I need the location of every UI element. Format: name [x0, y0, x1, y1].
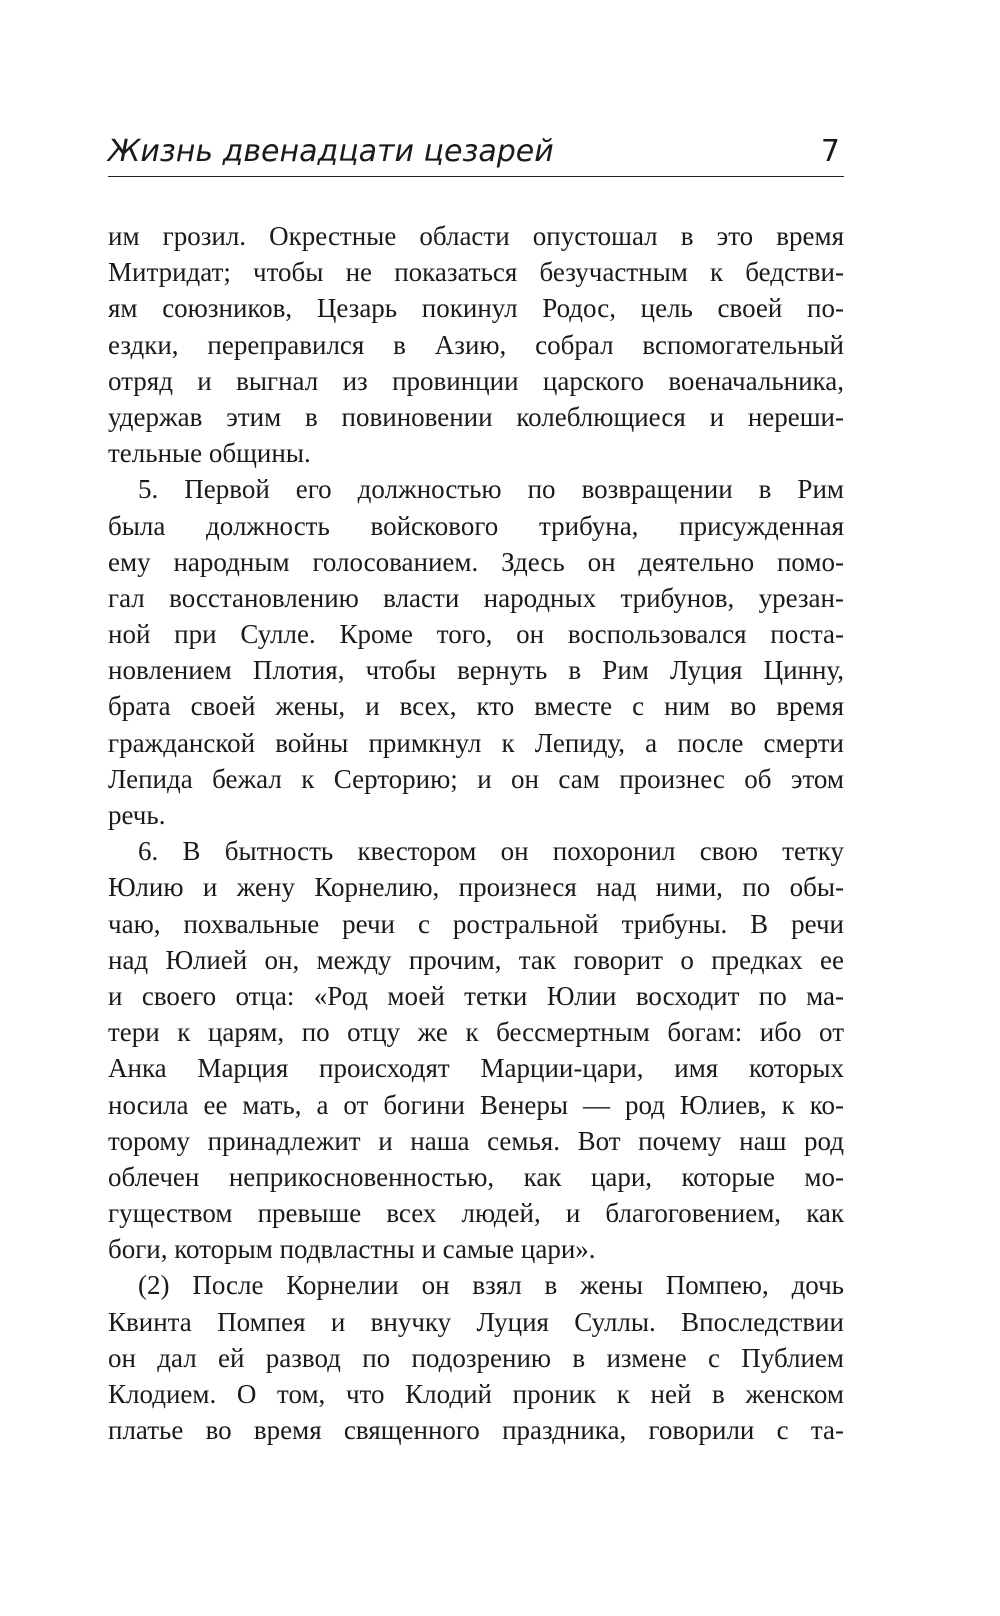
text-line: им грозил. Окрестные области опустошал в это время — [108, 221, 844, 251]
text-line: Юлию и жену Корнелию, произнеся над ними, по обы- — [108, 872, 844, 903]
text-line: отряд и выгнал из провинции царского военачальника, — [108, 365, 844, 396]
text-line: 5. Первой его должностью по возвращении в Рим — [138, 474, 844, 505]
text-line: ной при Сулле. Кроме того, он воспользовался поста- — [108, 619, 844, 650]
text-line: ездки, переправился в Азию, собрал вспомогательный — [108, 329, 844, 360]
text-line: гуществом превыше всех людей, и благоговением, как — [108, 1198, 844, 1229]
text-line: 6. В бытность квестором он похоронил свою тетку — [138, 836, 844, 867]
running-title: Жизнь двенадцати цезарей — [108, 134, 554, 169]
text-line: удержав этим в повиновении колеблющиеся и нереши- — [108, 401, 844, 432]
text-line: боги, которым подвластны и самые цари». — [108, 1234, 596, 1265]
text-line: Клодием. О том, что Клодий проник к ней в женском — [108, 1379, 844, 1409]
text-line: тельные общины. — [108, 438, 311, 469]
text-line: Лепида бежал к Серторию; и он сам произнес об этом — [108, 763, 844, 794]
text-line: брата своей жены, и всех, кто вместе с ним во время — [108, 691, 844, 722]
text-line: облечен неприкосновенностью, как цари, которые мо- — [108, 1161, 844, 1192]
text-line: речь. — [108, 800, 166, 830]
text-line: чаю, похвальные речи с ростральной трибуны. В речи — [108, 908, 844, 939]
text-line: (2) После Корнелии он взял в жены Помпею, дочь — [138, 1270, 844, 1301]
text-line: платье во время священного праздника, говорили с та- — [108, 1415, 844, 1446]
text-line: ям союзников, Цезарь покинул Родос, цель своей по- — [108, 293, 844, 324]
text-line: Квинта Помпея и внучку Луция Суллы. Впоследствии — [108, 1306, 844, 1337]
text-line: гражданской войны примкнул к Лепиду, а после смерти — [108, 727, 844, 758]
text-line: новлением Плотия, чтобы вернуть в Рим Луция Цинну, — [108, 655, 844, 686]
text-line: и своего отца: «Род моей тетки Юлии восходит по ма- — [108, 980, 844, 1011]
text-line: носила ее мать, а от богини Венеры — род Юлиев, к ко- — [108, 1089, 844, 1120]
body-text — [108, 218, 844, 1448]
text-line: он дал ей развод по подозрению в измене с Публием — [108, 1342, 844, 1373]
text-line: ему народным голосованием. Здесь он деятельно помо- — [108, 546, 844, 577]
text-line: была должность войскового трибуна, присужденная — [108, 510, 844, 541]
page-number: 7 — [820, 134, 840, 169]
text-line: над Юлией он, между прочим, так говорит о предках ее — [108, 944, 844, 975]
text-line: Анка Марция происходят Марции-цари, имя которых — [108, 1053, 844, 1084]
text-line: гал восстановлению власти народных трибунов, урезан- — [108, 582, 844, 613]
text-line: торому принадлежит и наша семья. Вот почему наш род — [108, 1125, 844, 1156]
text-line: тери к царям, по отцу же к бессмертным богам: ибо от — [108, 1017, 844, 1048]
text-line: Митридат; чтобы не показаться безучастным к бедстви- — [108, 257, 844, 288]
running-header — [108, 132, 844, 177]
